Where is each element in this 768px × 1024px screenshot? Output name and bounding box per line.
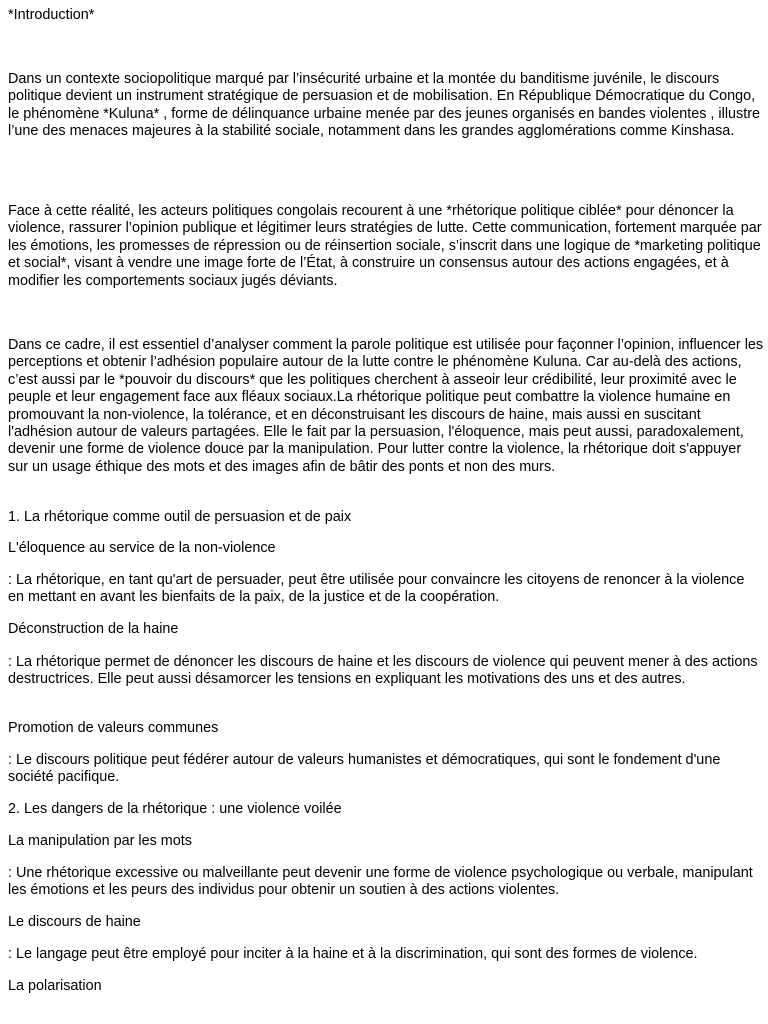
paragraph-analysis: Dans ce cadre, il est essentiel d’analyser comment la parole politique est utilisée pour façonner l’opinion, influencer les perceptions et obtenir l’adhésion populaire autour de la lutte contre le phénomène Kuluna. Car au-delà des actions, c’est aussi par le *pouvoir du discours* que les politiques cherchent à asseoir leur crédibilité, leur proximité avec le peuple et leur engagement face aux fléaux sociaux.La rhétorique politique peut combattre la violence humaine en promouvant la non-violence, la tolérance, et en déconstruisant les discours de haine, mais aussi en suscitant l'adhésion autour de valeurs partagées. Elle le fait par la persuasion, l'éloquence, mais peut aussi, paradoxalement, devenir une forme de violence douce par la manipulation. Pour lutter contre la violence, la rhétorique doit s'appuyer sur un usage éthique des mots et des images afin de bâtir des ponts et non des murs. <box>8 337 764 475</box>
paragraph-common-values: : Le discours politique peut fédérer autour de valeurs humanistes et démocratiques, qui sont le fondement d'une société pacifique. <box>8 752 721 786</box>
paragraph-eloquence: : La rhétorique, en tant qu'art de persuader, peut être utilisée pour convaincre les citoyens de renoncer à la violence en mettant en avant les bienfaits de la paix, de la justice et de la coopération. <box>8 572 745 606</box>
subheading-common-values: Promotion de valeurs communes <box>8 720 219 736</box>
document-title: *Introduction* <box>8 7 95 23</box>
paragraph-hate-deconstruction: : La rhétorique permet de dénoncer les discours de haine et les discours de violence qui peuvent mener à des actions destructrices. Elle peut aussi désamorcer les tensions en expliquant les motivations des uns et des autres. <box>8 654 758 688</box>
section-heading-2: 2. Les dangers de la rhétorique : une violence voilée <box>8 801 342 817</box>
subheading-manipulation: La manipulation par les mots <box>8 833 192 849</box>
subheading-eloquence: L'éloquence au service de la non-violence <box>8 540 276 556</box>
subheading-hate-deconstruction: Déconstruction de la haine <box>8 621 179 637</box>
paragraph-hate-speech: : Le langage peut être employé pour inciter à la haine et à la discrimination, qui sont des formes de violence. <box>8 946 698 962</box>
paragraph-manipulation: : Une rhétorique excessive ou malveillante peut devenir une forme de violence psychologique ou verbale, manipulant les émotions et les peurs des individus pour obtenir un soutien à des actions violentes. <box>8 865 753 899</box>
paragraph-context: Dans un contexte sociopolitique marqué par l’insécurité urbaine et la montée du banditisme juvénile, le discours politique devient un instrument stratégique de persuasion et de mobilisation. En République Démocratique du Congo, le phénomène *Kuluna* , forme de délinquance urbaine menée par des jeunes organisés en bandes violentes , illustre l’une des menaces majeures à la stabilité sociale, notamment dans les grandes agglomérations comme Kinshasa. <box>8 71 761 140</box>
subheading-polarisation: La polarisation <box>8 978 102 994</box>
section-heading-1: 1. La rhétorique comme outil de persuasion et de paix <box>8 509 352 525</box>
subheading-hate-speech: Le discours de haine <box>8 914 141 930</box>
paragraph-rhetoric: Face à cette réalité, les acteurs politiques congolais recourent à une *rhétorique politique ciblée* pour dénoncer la violence, rassurer l’opinion publique et légitimer leurs stratégies de lutte. Cette communication, fortement marquée par les émotions, les promesses de répression ou de réinsertion sociale, s’inscrit dans une logique de *marketing politique et social*, visant à vendre une image forte de l’État, à construire un consensus autour des actions engagées, et à modifier les comportements sociaux jugés déviants. <box>8 203 762 289</box>
